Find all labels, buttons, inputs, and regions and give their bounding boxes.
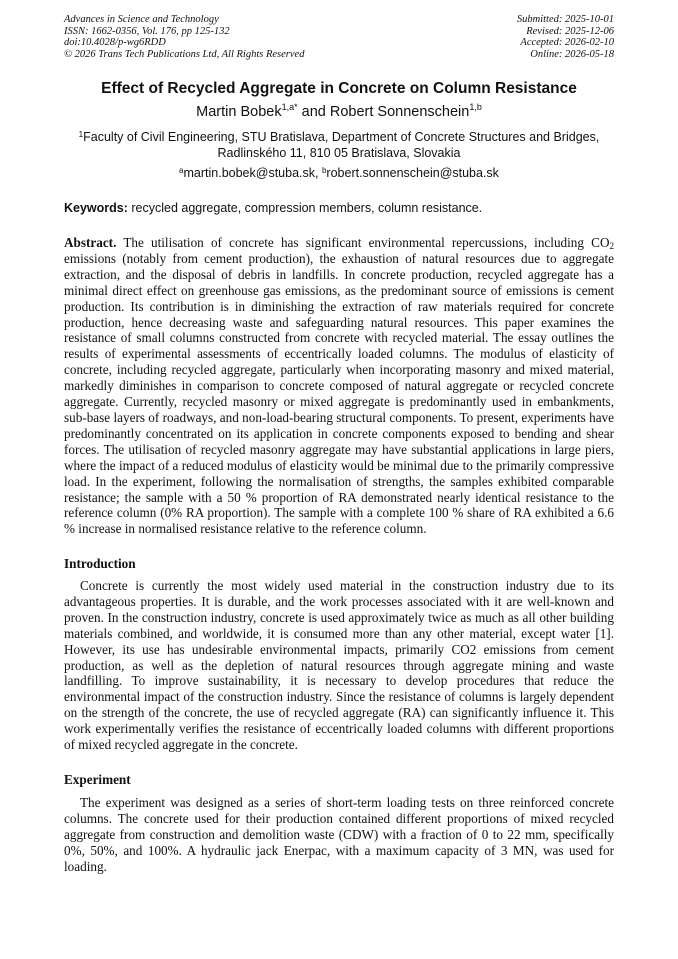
author-conjunction: and <box>297 104 330 120</box>
online-date: Online: 2026-05-18 <box>530 48 614 60</box>
affiliation-text-1: Faculty of Civil Engineering, STU Bratislava, Department of Concrete Structures and Bridges, <box>83 130 600 144</box>
author-2: Robert Sonnenschein <box>329 104 470 120</box>
email-separator: , <box>315 166 322 180</box>
author-1-affiliation: 1,a* <box>281 102 298 112</box>
abstract-label: Abstract. <box>64 235 117 250</box>
keywords-label: Keywords: <box>64 201 128 215</box>
doi: doi:10.4028/p-wg6RDD <box>64 37 166 49</box>
revised-date: Revised: 2025-12-06 <box>526 25 614 37</box>
author-1: Martin Bobek <box>196 104 282 120</box>
copyright: © 2026 Trans Tech Publications Ltd, All Rights Reserved <box>64 48 305 60</box>
accepted-date: Accepted: 2026-02-10 <box>520 37 614 49</box>
author-emails <box>0 166 678 180</box>
paper-title: Effect of Recycled Aggregate in Concrete on Column Resistance <box>101 80 577 97</box>
experiment-heading: Experiment <box>64 772 131 787</box>
affiliation-line-1 <box>64 130 614 146</box>
affiliation-marker: 1 <box>78 130 84 139</box>
keywords <box>64 201 614 215</box>
keywords-text: recycled aggregate, compression members, column resistance. <box>127 201 483 215</box>
co2-subscript: 2 <box>609 241 614 251</box>
journal-name: Advances in Science and Technology <box>64 14 219 25</box>
authors <box>0 104 678 120</box>
abstract <box>64 235 614 537</box>
introduction-heading: Introduction <box>64 556 136 571</box>
affiliation <box>64 130 614 161</box>
author-2-affiliation: 1,b <box>469 102 482 112</box>
email-b-marker: b <box>321 166 327 175</box>
email-a: martin.bobek@stuba.sk <box>183 166 316 180</box>
affiliation-line-2: Radlinského 11, 810 05 Bratislava, Slovakia <box>217 145 461 160</box>
introduction-paragraph: Concrete is currently the most widely used material in the construction industry due to its advantageous properties. It is durable, and the work processes associated with it are well-known and proven. In the construction industry, concrete is used approximately twice as much as all other building materials combined, and worldwide, it is consumed more than any other material, except water [1]. However, its use has undesirable environmental impacts, primarily CO2 emissions from cement production, as well as the depletion of natural resources through aggregate mining and waste landfilling. To improve sustainability, it is necessary to develop procedures that reduce the environmental impact of the construction industry. Since the resistance of columns is largely dependent on the strength of the concrete, the use of recycled aggregate (RA) can significantly influence it. This work experimentally verifies the resistance of eccentrically loaded columns with different proportions of mixed recycled aggregate in the concrete. <box>64 578 614 753</box>
abstract-text-rest: emissions (notably from cement production), the exhaustion of natural resources due to aggregate extraction, and the disposal of debris in landfills. In concrete production, recycled aggregate has a minimal direct effect on greenhouse gas emissions, as the predominant source of emissions is cement production. Its contribution is in diminishing the extraction of raw materials required for concrete production, hence decreasing waste and safeguarding natural resources. This paper examines the resistance of small columns constructed from concrete with recycled material. The essay outlines the results of experimental assessments of eccentrically loaded columns. The modulus of elasticity of concrete, including recycled aggregate, particularly when incorporating masonry and mixed material, markedly diminishes in comparison to concrete composed of natural aggregate or recycled concrete aggregate. Currently, recycled masonry or mixed aggregate is predominantly used in embankments, sub-base layers of roadways, and non-load-bearing structural components. To present, experiments have predominantly concentrated on its application in concrete components exposed to bending and shear forces. The utilisation of recycled masonry aggregate may have substantial applications in large piers, where the impact of a reduced modulus of elasticity would be minimal due to the primarily compressive load. In the experiment, following the normalisation of strengths, the samples exhibited comparable resistance; the sample with a 50 % proportion of RA demonstrated nearly identical resistance to the reference column (0% RA proportion). The sample with a complete 100 % share of RA exhibited a 6.6 % increase in normalised resistance relative to the reference column. <box>64 250 614 537</box>
journal-info <box>64 14 304 60</box>
email-a-marker: a <box>179 166 184 175</box>
submitted-date: Submitted: 2025-10-01 <box>516 14 614 25</box>
abstract-text-start: The utilisation of concrete has significant environmental repercussions, including CO <box>116 235 610 250</box>
experiment-paragraph: The experiment was designed as a series of short-term loading tests on three reinforced concrete columns. The concrete used for their production contained different proportions of mixed recycled aggregate from construction and demolition waste (CDW) with a fraction of 0 to 22 mm, specifically 0%, 50%, and 100%. A hydraulic jack Enerpac, with a maximum capacity of 3 MN, was used for loading. <box>64 795 614 874</box>
issn: ISSN: 1662-0356, Vol. 176, pp 125-132 <box>64 25 230 37</box>
dates-info <box>517 14 614 60</box>
email-b: robert.sonnenschein@stuba.sk <box>326 166 499 180</box>
